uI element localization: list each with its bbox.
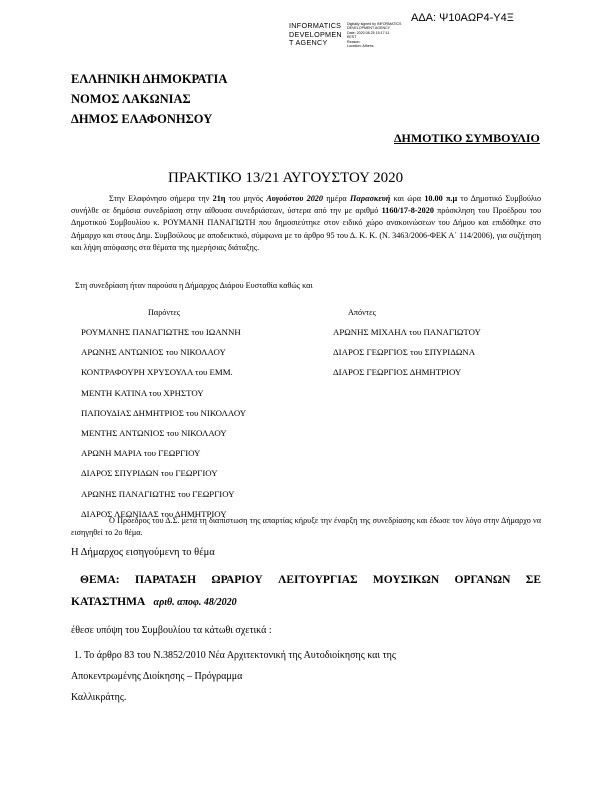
body-line: Καλλικράτης. [71,692,127,703]
meeting-weekday: Παρασκευή [349,194,391,203]
stamp-line: DEVELOPMEN [289,29,342,39]
list-item: ΔΙΑΡΟΣ ΓΕΩΡΓΙΟΣ ΔΗΜΗΤΡΙΟΥ [333,367,462,378]
meeting-month-year: Αυγούστου 2020 [266,194,323,203]
list-item: ΔΙΑΡΟΣ ΓΕΩΡΓΙΟΣ του ΣΠΥΡΙΔΩΝΑ [333,347,476,358]
exposition-line: έθεσε υπόψη του Συμβουλίου τα κάτωθι σχετικά : [71,625,272,636]
stamp-detail: EEST [347,35,357,40]
stamp-detail: Date: 2020.08.25 15:17:11 [347,30,390,35]
body-line: 1. Το άρθρο 83 του Ν.3852/2010 Νέα Αρχιτεκτονική της Αυτοδιοίκησης και της [74,650,396,661]
mayor-intro: Η Δήμαρχος εισηγούμενη το θέμα [71,547,215,558]
subject-line-1: ΘΕΜΑ: ΠΑΡΑΤΑΣΗ ΩΡΑΡΙΟΥ ΛΕΙΤΟΥΡΓΙΑΣ ΜΟΥΣΙΚΩΝ ΟΡΓΑΝΩΝ ΣΕ [80,574,541,586]
meeting-day: 21η [212,194,226,203]
list-item: ΑΡΩΝΗΣ ΑΝΤΩΝΙΟΣ του ΝΙΚΟΛΑΟΥ [81,347,226,358]
list-item: ΚΟΝΤΡΑΦΟΥΡΗ ΧΡΥΣΟΥΛΑ του ΕΜΜ. [81,367,233,378]
signature-stamp-label [289,22,342,48]
subject-line-2: ΚΑΤΑΣΤΗΜΑ αριθ. αποφ. 48/2020 [71,596,237,608]
meeting-time: 10.00 π.μ [424,194,458,203]
stamp-line: T AGENCY [289,38,328,47]
list-item: ΑΡΩΝΗΣ ΜΙΧΑΗΛ του ΠΑΝΑΓΙΩΤΟΥ [333,327,481,337]
quorum-paragraph: Ο Πρόεδρος του Δ.Σ. μετά τη διαπίστωση της απαρτίας κήρυξε την έναρξη της συνεδρίασης και έδωσε τον λόγο στην Δήμαρχο να εισηγηθεί το 2ο θέμα. [71,516,541,538]
document-title: ΠΡΑΚΤΙΚΟ 13/21 ΑΥΓΟΥΣΤΟΥ 2020 [168,170,404,186]
stamp-detail: Digitally signed by INFORMATICS [347,22,402,26]
invitation-protocol: 1160/17-8-2020 [381,206,434,216]
header-republic: ΕΛΛΗΝΙΚΗ ΔΗΜΟΚΡΑΤΙΑ [71,72,228,86]
intro-paragraph: Στην Ελαφόνησο σήμερα την 21η του μηνός Αυγούστου 2020 ημέρα Παρασκευή και ώρα 10.00 π.μ το Δημοτικό Συμβούλιο συνήλθε σε δημόσια συνεδρίαση στην αίθουσα συνεδριάσεων, ύστερα από την με αριθμό 1160/17-8-2020 πρόσκληση του Προέδρου του Δημοτικού Συμβουλίου κ. ΡΟΥΜΑΝΗ ΠΑΝΑΓΙΩΤΗ που δημοσιεύτηκε στον ειδικό χώρο ανακοινώσεων του Δήμου και επιδόθηκε στο Δήμαρχο και στους Δημ. Συμβούλους με αποδεικτικό, σύμφωνα με το άρθρο 95 του Δ. Κ. Κ. (Ν. 3463/2006-ΦΕΚ Α΄ 114/2006), για συζήτηση και λήψη απόφασης στα θέματα της ημερήσιας διάταξης. [71,194,542,252]
stamp-detail: DEVELOPMENT AGENCY [347,26,391,31]
list-item: ΔΙΑΡΟΣ ΣΠΥΡΙΔΩΝ του ΓΕΩΡΓΙΟΥ [81,468,218,479]
absent-heading: Απόντες [348,308,376,317]
list-item: ΑΡΩΝΗ ΜΑΡΙΑ του ΓΕΩΡΓΙΟΥ [81,448,201,459]
header-prefecture: ΝΟΜΟΣ ΛΑΚΩΝΙΑΣ [71,92,191,106]
stamp-detail: Location: Athens [347,44,374,49]
ada-code: ΑΔΑ: Ψ10ΑΩΡ4-Υ4Ξ [411,12,514,24]
council-heading: ΔΗΜΟΤΙΚΟ ΣΥΜΒΟΥΛΙΟ [394,131,540,145]
list-item: ΠΑΠΟΥΔΙΑΣ ΔΗΜΗΤΡΙΟΣ του ΝΙΚΟΛΑΟΥ [81,407,247,418]
list-item: ΔΙΑΡΟΣ ΛΕΩΝΙΔΑΣ του ΔΗΜΗΤΡΙΟΥ [81,508,227,519]
list-item: ΡΟΥΜΑΝΗΣ ΠΑΝΑΓΙΩΤΗΣ του ΙΩΑΝΝΗ [81,327,241,337]
stamp-detail: Reason: [347,39,361,44]
list-item: ΜΕΝΤΗ ΚΑΤΙΝΑ του ΧΡΗΣΤΟΥ [81,387,204,398]
mayor-presence-line: Στη συνεδρίαση ήταν παρούσα η Δήμαρχος Διάρου Ευσταθία καθώς και [75,281,313,290]
decision-number: αριθ. αποφ. 48/2020 [153,597,237,608]
present-heading: Παρόντες [148,308,181,317]
list-item: ΑΡΩΝΗΣ ΠΑΝΑΓΙΩΤΗΣ του ΓΕΩΡΓΙΟΥ [81,488,235,499]
header-municipality: ΔΗΜΟΣ ΕΛΑΦΟΝΗΣΟΥ [71,112,213,126]
subject-block [71,569,541,614]
list-item: ΜΕΝΤΗΣ ΑΝΤΩΝΙΟΣ του ΝΙΚΟΛΑΟΥ [81,427,227,438]
absent-list [333,327,481,388]
present-list [81,327,246,529]
body-line: Αποκεντρωμένης Διοίκησης – Πρόγραμμα [71,671,243,682]
stamp-line: INFORMATICS [289,21,342,30]
signature-stamp-details [347,22,401,48]
